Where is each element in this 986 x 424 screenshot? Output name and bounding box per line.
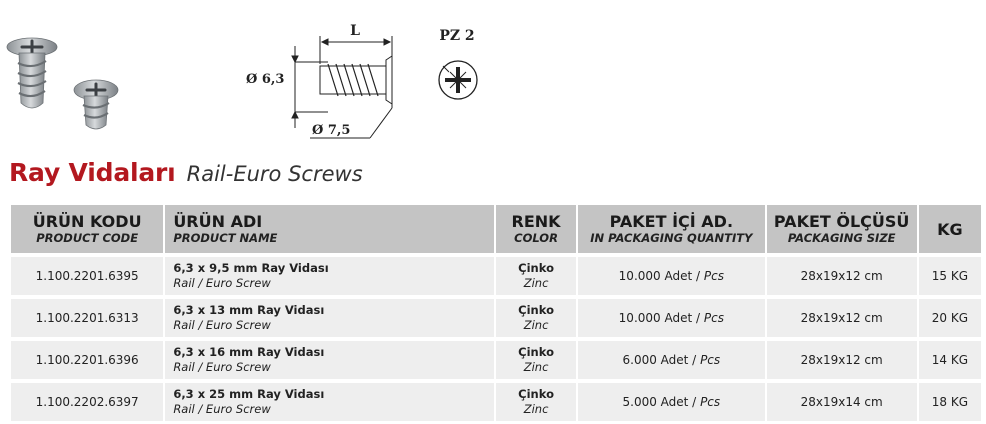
table-header-row	[11, 205, 981, 253]
product-code: 1.100.2201.6313	[11, 295, 163, 337]
product-color: Çinko Zinc	[496, 253, 576, 295]
header-quantity: PAKET İÇİ AD. IN PACKAGING QUANTITY	[578, 205, 764, 253]
header-product-code: ÜRÜN KODU PRODUCT CODE	[11, 205, 163, 253]
product-quantity: 10.000 Adet / Pcs	[578, 253, 764, 295]
table-row	[11, 337, 981, 379]
product-name: 6,3 x 9,5 mm Ray Vidası Rail / Euro Screw	[165, 253, 494, 295]
drive-label: PZ 2	[439, 28, 475, 44]
product-code: 1.100.2202.6397	[11, 379, 163, 421]
header-color: RENK COLOR	[496, 205, 576, 253]
header-product-name: ÜRÜN ADI PRODUCT NAME	[165, 205, 494, 253]
product-color: Çinko Zinc	[496, 379, 576, 421]
pozidriv-icon	[439, 61, 477, 99]
product-name: 6,3 x 16 mm Ray Vidası Rail / Euro Screw	[165, 337, 494, 379]
title-english: Rail-Euro Screws	[186, 162, 363, 186]
product-weight: 15 KG	[919, 253, 981, 295]
packaging-size: 28x19x12 cm	[767, 253, 917, 295]
product-name: 6,3 x 25 mm Ray Vidası Rail / Euro Screw	[165, 379, 494, 421]
screw-1-image	[7, 38, 57, 108]
length-label: L	[350, 23, 360, 39]
technical-drawing	[240, 20, 500, 150]
product-code: 1.100.2201.6396	[11, 337, 163, 379]
table-row	[11, 253, 981, 295]
packaging-size: 28x19x12 cm	[767, 337, 917, 379]
product-color: Çinko Zinc	[496, 337, 576, 379]
product-quantity: 6.000 Adet / Pcs	[578, 337, 764, 379]
product-weight: 14 KG	[919, 337, 981, 379]
table-row	[11, 379, 981, 421]
product-quantity: 5.000 Adet / Pcs	[578, 379, 764, 421]
table-row	[11, 295, 981, 337]
product-quantity: 10.000 Adet / Pcs	[578, 295, 764, 337]
product-code: 1.100.2201.6395	[11, 253, 163, 295]
packaging-size: 28x19x12 cm	[767, 295, 917, 337]
product-color: Çinko Zinc	[496, 295, 576, 337]
packaging-size: 28x19x14 cm	[767, 379, 917, 421]
header-kg: KG	[919, 205, 981, 253]
page-title	[9, 158, 363, 187]
shank-diameter-label: Ø 6,3	[246, 72, 285, 87]
screw-2-image	[74, 80, 118, 129]
product-name: 6,3 x 13 mm Ray Vidası Rail / Euro Screw	[165, 295, 494, 337]
head-diameter-label: Ø 7,5	[312, 123, 351, 138]
title-turkish: Ray Vidaları	[9, 158, 176, 187]
screws-photo	[0, 25, 140, 135]
product-weight: 18 KG	[919, 379, 981, 421]
product-table	[9, 205, 983, 421]
product-weight: 20 KG	[919, 295, 981, 337]
header-packaging-size: PAKET ÖLÇÜSÜ PACKAGING SIZE	[767, 205, 917, 253]
